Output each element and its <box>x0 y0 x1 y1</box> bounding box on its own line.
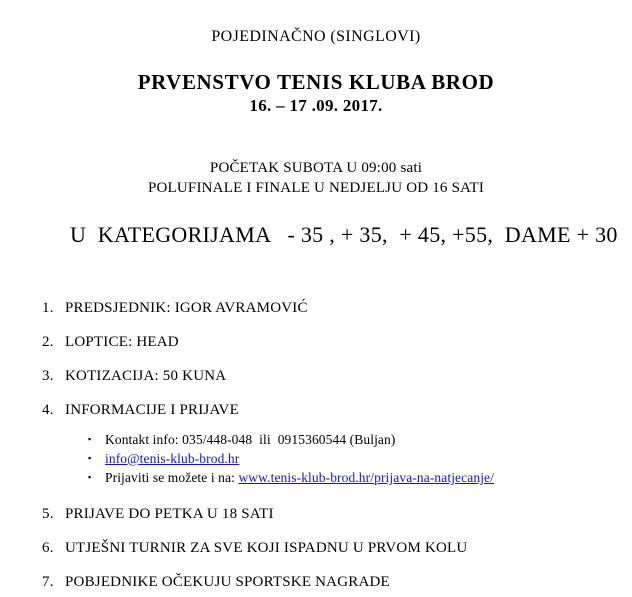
list-item <box>0 430 632 449</box>
list-item-number: 4. <box>42 401 54 418</box>
list-item <box>0 368 632 385</box>
email-link[interactable]: info@tenis-klub-brod.hr <box>105 450 240 466</box>
contact-bullet-list <box>0 430 632 487</box>
registration-prefix-text: Prijaviti se možete i na: <box>105 469 239 485</box>
list-item-label: UTJEŠNI TURNIR ZA SVE KOJI ISPADNU U PRVOM KOLU <box>65 540 468 557</box>
categories-line: U KATEGORIJAMA - 35 , + 35, + 45, +55, DAME + 30 <box>70 222 618 248</box>
list-item-number: 2. <box>42 333 54 350</box>
list-item-label: INFORMACIJE I PRIJAVE <box>65 401 239 418</box>
schedule-line-finals: POLUFINALE I FINALE U NEDJELJU OD 16 SATI <box>147 180 485 197</box>
schedule-line-start: POČETAK SUBOTA U 09:00 sati <box>209 160 423 177</box>
contact-phone-text: Kontakt info: 035/448-048 ili 0915360544 (Buljan) <box>105 431 396 447</box>
list-item-label: PREDSJEDNIK: IGOR AVRAMOVIĆ <box>65 299 308 316</box>
registration-url-link[interactable]: www.tenis-klub-brod.hr/prijava-na-natjecanje/ <box>238 469 494 485</box>
square-bullet-icon: ▪ <box>88 471 92 482</box>
list-item <box>0 300 632 317</box>
list-item-number: 7. <box>42 574 54 591</box>
list-item-number: 1. <box>42 299 54 316</box>
list-item-label: PRIJAVE DO PETKA U 18 SATI <box>65 506 274 523</box>
event-date: 16. – 17 .09. 2017. <box>249 95 383 115</box>
list-item <box>0 574 632 591</box>
list-item-number: 3. <box>42 367 54 384</box>
list-item <box>0 449 632 468</box>
singles-subtitle: POJEDINAČNO (SINGLOVI) <box>211 28 421 45</box>
list-item <box>0 402 632 419</box>
list-item-label: KOTIZACIJA: 50 KUNA <box>65 367 227 384</box>
list-item <box>0 506 632 523</box>
page-title: PRVENSTVO TENIS KLUBA BROD <box>137 70 495 94</box>
list-item <box>0 468 632 487</box>
list-item-label: LOPTICE: HEAD <box>65 333 179 350</box>
list-item <box>0 334 632 351</box>
square-bullet-icon: ▪ <box>88 452 92 463</box>
list-item <box>0 540 632 557</box>
numbered-list <box>0 300 632 591</box>
list-item-label: POBJEDNIKE OČEKUJU SPORTSKE NAGRADE <box>65 574 390 591</box>
list-item-number: 6. <box>42 540 54 557</box>
square-bullet-icon: ▪ <box>88 433 92 444</box>
list-item-number: 5. <box>42 506 54 523</box>
schedule-block <box>0 159 632 199</box>
